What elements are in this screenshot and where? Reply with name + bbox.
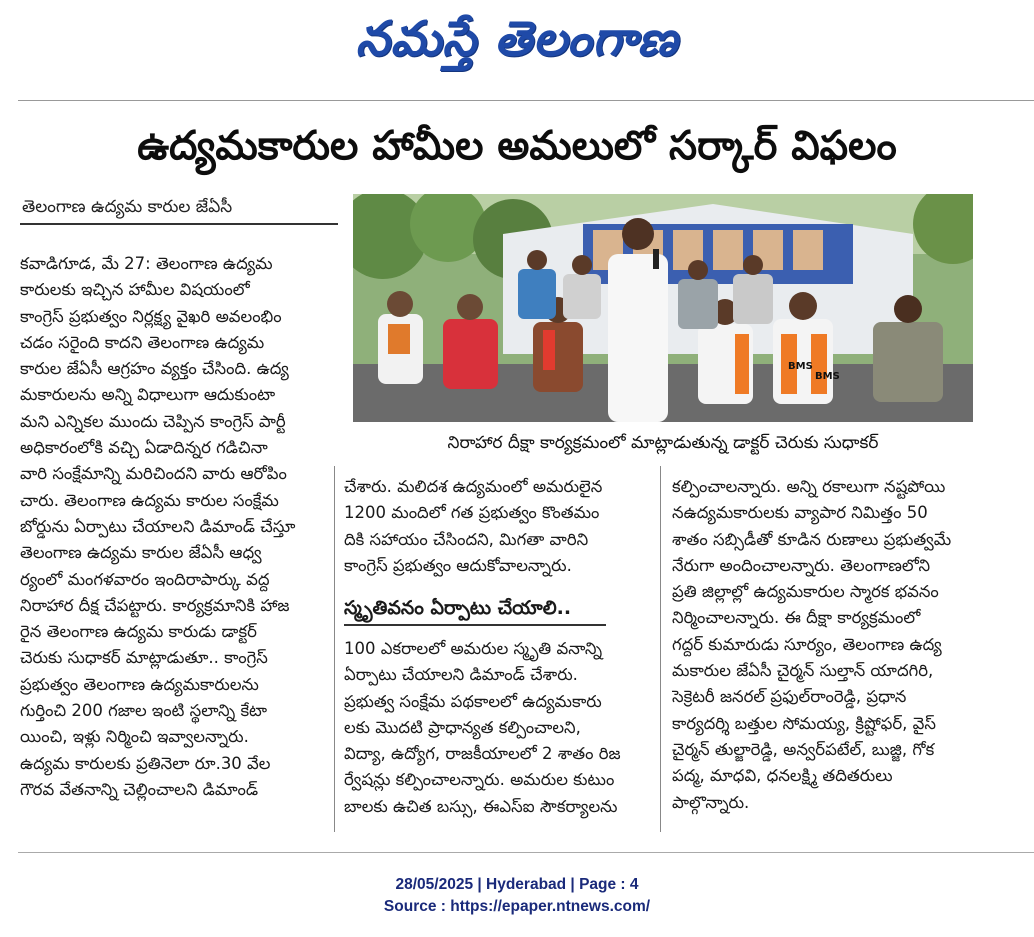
text-line: నేరుగా అందించాలన్నారు. తెలంగాణలోని [672,555,931,575]
text-line: పాల్గొన్నారు. [672,792,750,812]
text-line: గుర్తించి 200 గజాల ఇంటి స్థలాన్ని కేటా [20,701,268,721]
text-line: గౌరవ వేతనాన్ని చెల్లించాలని డిమాండ్ [20,779,259,799]
banner-label: BMS [815,371,840,382]
newspaper-masthead: నమస్తే తెలంగాణ [355,11,679,67]
footer-divider [18,852,1034,853]
text-line: కారులకు ఇచ్చిన హామీల విషయంలో [20,280,250,300]
text-line: విద్యా, ఉద్యోగ, రాజకీయాలలో 2 శాతం రిజ [344,744,621,764]
text-line: 100 ఎకరాలలో అమరుల స్మృతి వనాన్ని [344,639,603,658]
article-column-2 [344,474,648,579]
column-divider [334,466,335,832]
photo-caption: నిరాహార దీక్షా కార్యక్రమంలో మాట్లాడుతున్న డాక్టర్ చెరుకు సుధాకర్ [447,433,879,453]
text-line: పద్మ, మాధవి, ధనలక్ష్మి తదితరులు [672,766,893,786]
article-photo [353,194,973,422]
text-line: చారు. తెలంగాణ ఉద్యమ కారుల సంక్షేమ [20,490,279,510]
text-line: 1200 మందిలో గత ప్రభుత్వం కొంతమం [344,503,600,523]
text-line: దికి సహాయం చేసిందని, మిగతా వారిని [344,529,589,549]
text-line: సెక్రెటరీ జనరల్ ప్రఫుల్‌రాంరెడ్డి, ప్రధాన [672,687,907,707]
text-line: ఏర్పాటు చేయాలని డిమాండ్ చేశారు. [344,665,578,685]
text-line: కాంగ్రెస్ ప్రభుత్వం నిర్లక్ష్య వైఖరి అవలంభిం [20,306,282,326]
text-line: కవాడిగూడ, మే 27: తెలంగాణ ఉద్యమ [20,254,273,273]
article-column-1 [20,251,320,803]
column-divider [660,466,661,832]
edition-info: 28/05/2025 | Hyderabad | Page : 4 [395,876,639,893]
text-line: గద్దర్ కుమారుడు సూర్యం, తెలంగాణ ఉద్య [672,634,942,654]
text-line: వారి సంక్షేమాన్ని మరిచిందని వారు ఆరోపిం [20,464,287,484]
article-byline: తెలంగాణ ఉద్యమ కారుల జేఏసీ [20,193,338,225]
text-line: ర్వేషన్లు కల్పించాలన్నారు. అమరుల కుటుం [344,770,615,790]
text-line: లకు మొదటి ప్రాధాన్యత కల్పించాలని, [344,717,581,737]
text-line: కాంగ్రెస్ ప్రభుత్వం ఆదుకోవాలన్నారు. [344,555,572,575]
text-line: మకారుల జేఏసీ చైర్మన్ సుల్తాన్ యాదగిరి, [672,661,934,681]
banner-label: BMS [788,361,813,372]
text-line: శాతం సబ్సిడీతో కూడిన రుణాలు ప్రభుత్వమే [672,529,952,549]
text-line: అధికారంలోకి వచ్చి ఏడాదిన్నర గడిచినా [20,438,268,458]
text-line: చేశారు. మలిదశ ఉద్యమంలో అమరులైన [344,477,603,496]
text-line: చడం సరైంది కాదని తెలంగాణ ఉద్యమ [20,332,265,352]
text-line: యించి, ఇళ్లు నిర్మించి ఇవ్వాలన్నారు. [20,727,249,747]
text-line: నఉద్యమకారులకు వ్యాపార నిమిత్తం 50 [672,503,928,523]
article-column-3 [672,474,972,816]
text-line: చెరుకు సుధాకర్ మాట్లాడుతూ.. కాంగ్రెస్ [20,648,268,668]
text-line: ప్రతి జిల్లాల్లో ఉద్యమకారుల స్మారక భవనం [672,582,939,602]
text-line: చైర్మన్ తుల్జారెడ్డి, అన్వర్‌పటేల్, బుజ్జి, గోక [672,739,935,759]
text-line: నిర్మించాలన్నారు. ఈ దీక్షా కార్యక్రమంలో [672,608,921,628]
source-link[interactable]: Source : https://epaper.ntnews.com/ [383,898,651,915]
text-line: ఉద్యమ కారులకు ప్రతినెలా రూ.30 వేల [20,753,271,773]
masthead-divider [18,100,1034,101]
photo-illustration [353,194,973,422]
article-column-2-continued [344,636,648,820]
text-line: ర్యంలో మంగళవారం ఇందిరాపార్కు వద్ద [20,569,270,589]
text-line: కార్యదర్శి బత్తుల సోమయ్య, క్రిష్టోఫర్, వైస్ [672,713,936,733]
text-line: తెలంగాణ ఉద్యమ కారుల జేఏసీ ఆధ్వ [20,543,262,563]
text-line: బాలకు ఉచిత బస్సు, ఈఎస్ఐ సౌకర్యాలను [344,796,618,816]
text-line: మకారులను అన్ని విధాలుగా ఆదుకుంటా [20,385,276,405]
article-headline: ఉద్యమకారుల హామీల అమలులో సర్కార్ విఫలం [137,123,897,169]
text-line: రైన తెలంగాణ ఉద్యమ కారుడు డాక్టర్ [20,622,257,642]
text-line: కల్పించాలన్నారు. అన్ని రకాలుగా నష్టపోయి [672,477,946,496]
text-line: నిరాహార దీక్ష చేపట్టారు. కార్యక్రమానికి హాజ [20,595,290,615]
article-subheading: స్మృతివనం ఏర్పాటు చేయాలి.. [344,594,606,626]
text-line: బోర్డును ఏర్పాటు చేయాలని డిమాండ్ చేస్తూ [20,516,296,536]
text-line: కారుల జేఏసీ ఆగ్రహం వ్యక్తం చేసింది. ఉద్య [20,359,289,379]
text-line: ప్రభుత్వ సంక్షేమ పథకాలలో ఉద్యమకారు [344,691,602,711]
text-line: మని ఎన్నికల ముందు చెప్పిన కాంగ్రెస్ పార్టీ [20,411,286,431]
text-line: ప్రభుత్వం తెలంగాణ ఉద్యమకారులను [20,674,259,694]
